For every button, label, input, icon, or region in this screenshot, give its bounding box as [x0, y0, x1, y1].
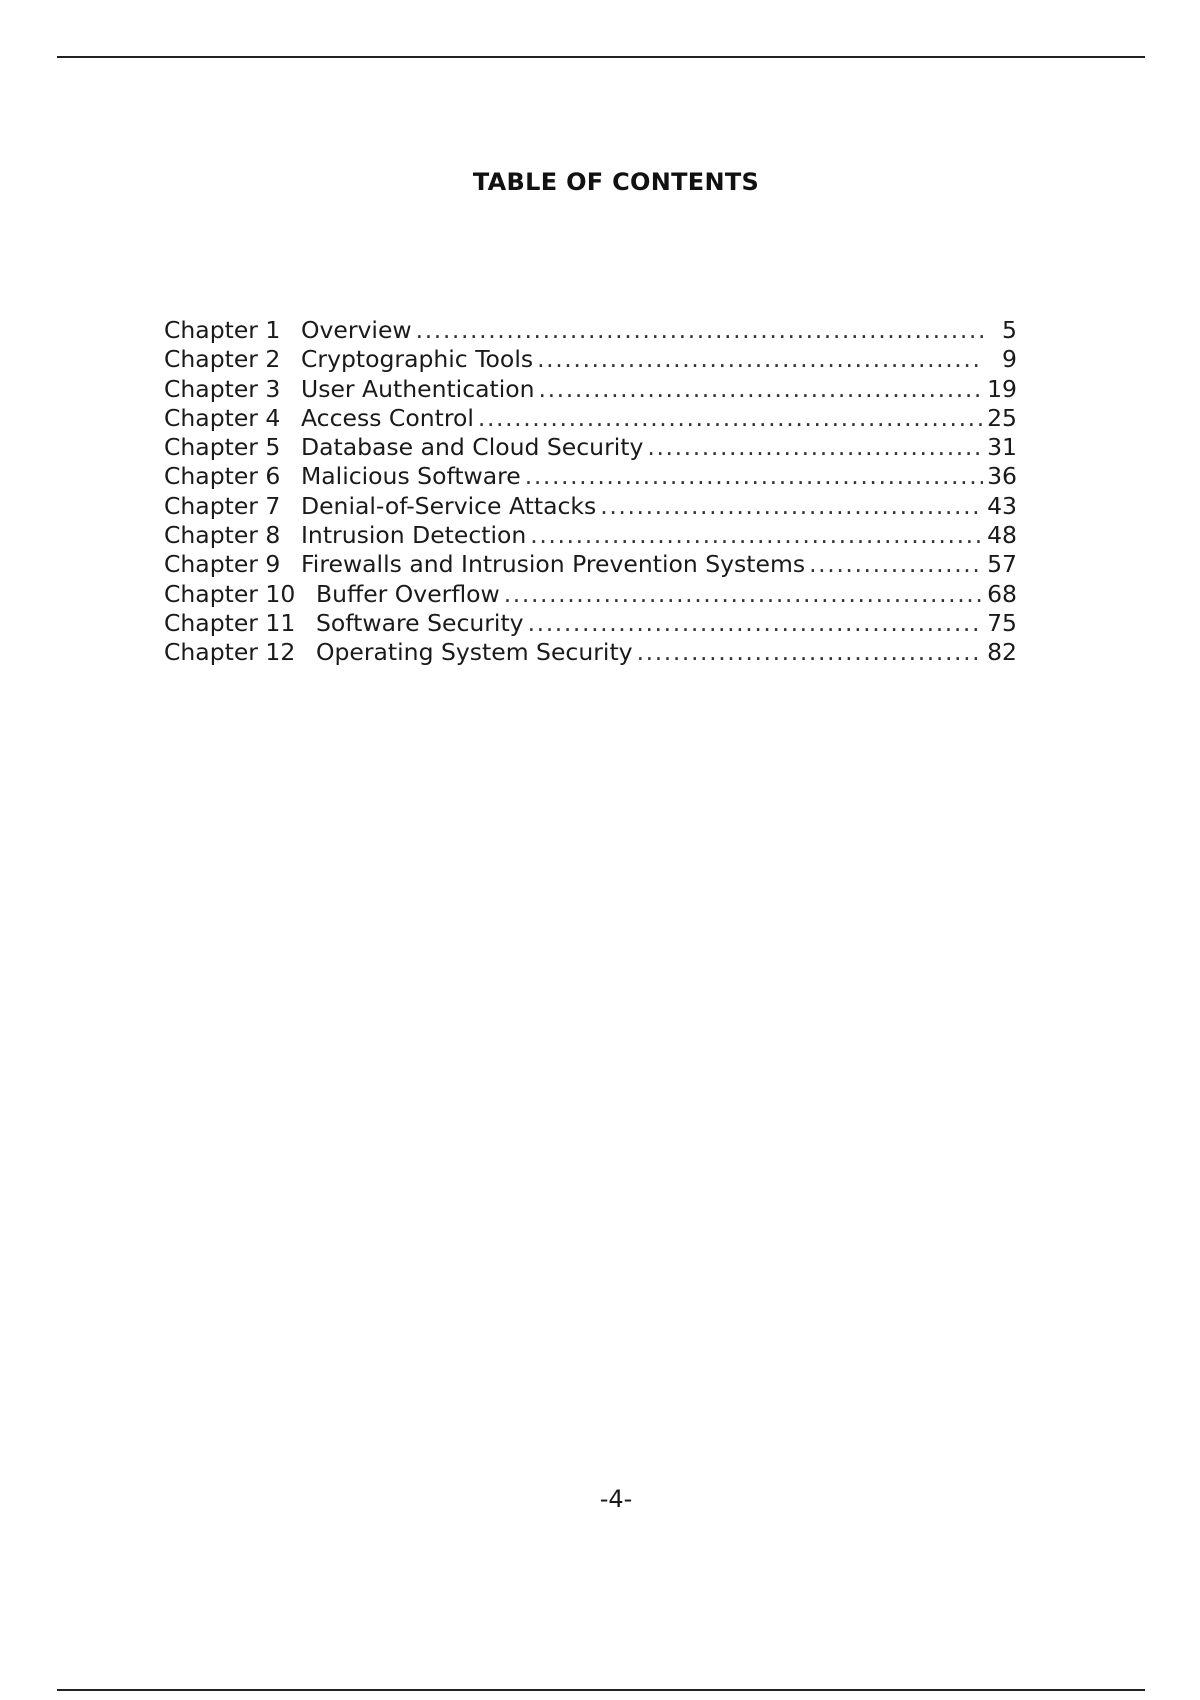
toc-chapter-number: Chapter 2 — [164, 345, 281, 374]
toc-page-number: 19 — [987, 374, 1017, 403]
toc-dot-leader — [504, 580, 983, 609]
toc-dot-leader — [539, 375, 983, 404]
toc-chapter-heading: Access Control — [301, 403, 474, 432]
toc-chapter-heading: Malicious Software — [301, 462, 521, 491]
toc-entry-chapter-9[interactable] — [164, 550, 1017, 579]
toc-chapter-number: Chapter 6 — [164, 462, 281, 491]
footer-rule — [57, 1689, 1145, 1691]
toc-chapter-heading: Operating System Security — [316, 638, 633, 667]
header-rule — [57, 56, 1145, 58]
toc-page-number: 48 — [987, 521, 1017, 550]
toc-chapter-number: Chapter 3 — [164, 374, 281, 403]
toc-dot-leader — [478, 404, 983, 433]
toc-chapter-heading: Overview — [301, 316, 412, 344]
toc-chapter-heading: Firewalls and Intrusion Prevention Systems — [301, 550, 806, 579]
toc-dot-leader — [809, 550, 983, 579]
toc-entry-chapter-5[interactable] — [164, 433, 1017, 462]
toc-entry-chapter-3[interactable] — [164, 375, 1017, 404]
toc-entry-chapter-6[interactable] — [164, 462, 1017, 491]
toc-page-number: 57 — [987, 550, 1017, 579]
toc-page-number: 9 — [1002, 345, 1017, 374]
toc-chapter-number: Chapter 11 — [164, 608, 296, 637]
toc-chapter-number: Chapter 8 — [164, 521, 281, 550]
toc-page-number: 82 — [987, 638, 1017, 667]
page-number: -4- — [599, 1485, 633, 1513]
toc-chapter-number: Chapter 5 — [164, 433, 281, 462]
toc-entry-chapter-4[interactable] — [164, 404, 1017, 433]
toc-dot-leader — [637, 638, 983, 667]
toc-dot-leader — [647, 433, 983, 462]
toc-entry-chapter-11[interactable] — [164, 609, 1017, 638]
toc-page-number: 68 — [987, 579, 1017, 608]
toc-page-number: 25 — [987, 403, 1017, 432]
toc-chapter-number: Chapter 4 — [164, 403, 281, 432]
toc-chapter-heading: Denial-of-Service Attacks — [301, 491, 597, 520]
toc-dot-leader — [537, 345, 983, 374]
toc-entry-chapter-2[interactable] — [164, 345, 1017, 374]
toc-chapter-heading: Intrusion Detection — [301, 521, 527, 550]
toc-chapter-number: Chapter 10 — [164, 579, 296, 608]
toc-chapter-heading: Software Security — [316, 608, 524, 637]
toc-page-number: 43 — [987, 491, 1017, 520]
toc-chapter-number: Chapter 9 — [164, 550, 281, 579]
toc-entry-chapter-12[interactable] — [164, 638, 1017, 667]
toc-chapter-heading: User Authentication — [301, 374, 535, 403]
toc-dot-leader — [600, 492, 983, 521]
toc-chapter-number: Chapter 12 — [164, 638, 296, 667]
toc-dot-leader — [530, 521, 983, 550]
toc-page-number: 75 — [987, 608, 1017, 637]
toc-page-number: 36 — [987, 462, 1017, 491]
toc-entry-chapter-10[interactable] — [164, 580, 1017, 609]
toc-page-number: 31 — [987, 433, 1017, 462]
toc-entry-chapter-8[interactable] — [164, 521, 1017, 550]
toc-dot-leader — [528, 609, 983, 638]
toc-dot-leader — [416, 316, 983, 345]
toc-chapter-heading: Buffer Overflow — [316, 579, 500, 608]
toc-entry-chapter-7[interactable] — [164, 492, 1017, 521]
toc-entry-chapter-1[interactable] — [164, 316, 1017, 345]
toc-chapter-heading: Database and Cloud Security — [301, 433, 644, 462]
toc-chapter-number: Chapter 7 — [164, 491, 281, 520]
toc-dot-leader — [525, 462, 983, 491]
toc-chapter-number: Chapter 1 — [164, 316, 281, 344]
toc-page-number: 5 — [1002, 316, 1017, 344]
toc-chapter-heading: Cryptographic Tools — [301, 345, 534, 374]
toc-title: TABLE OF CONTENTS — [472, 168, 760, 196]
toc-list — [164, 316, 1017, 668]
